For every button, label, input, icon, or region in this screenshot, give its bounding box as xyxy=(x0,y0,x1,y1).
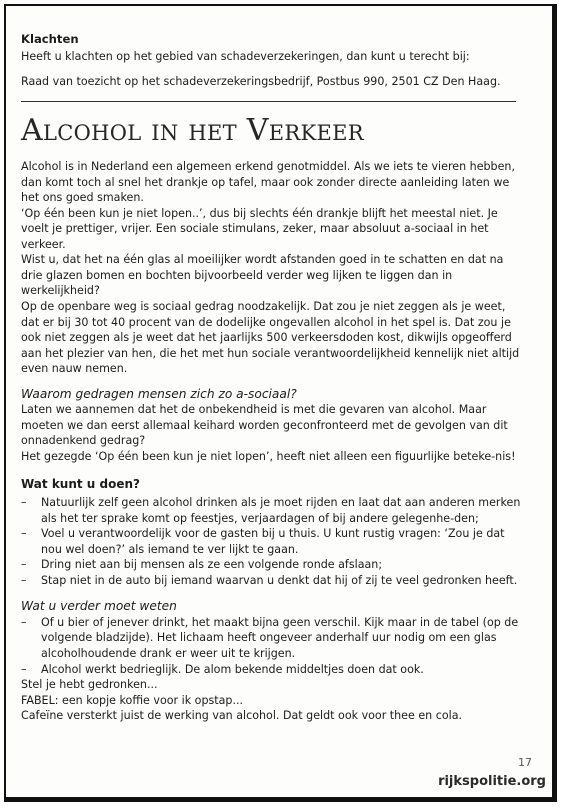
section-heading-why: Waarom gedragen mensen zich zo a-sociaal? xyxy=(21,386,297,401)
list-item xyxy=(21,615,521,662)
dash-bullet-icon: – xyxy=(21,573,27,587)
advice-list xyxy=(21,495,521,588)
page-title: Alcohol in het Verkeer xyxy=(21,113,364,149)
facts-list xyxy=(21,615,521,677)
klachten-address: Raad van toezicht op het schadeverzekeringsbedrijf, Postbus 990, 2501 CZ Den Haag. xyxy=(21,74,501,88)
intro-paragraph: Wist u, dat het na één glas al moeilijker wordt afstanden goed in te schatten en dat na drie glazen bomen en bochten bijvoorbeeld verder weg lijken te liggen dan in werkelijkheid? xyxy=(21,253,504,298)
section-heading-what-can-you-do: Wat kunt u doen? xyxy=(21,477,140,492)
list-item xyxy=(21,526,521,557)
klachten-heading: Klachten xyxy=(21,32,79,46)
klachten-text: Heeft u klachten op het gebied van schadeverzekeringen, dan kunt u terecht bij: xyxy=(21,50,470,63)
list-item-text: Alcohol werkt bedrieglijk. De alom bekende middeltjes doen dat ook. xyxy=(41,662,424,676)
dash-bullet-icon: – xyxy=(21,662,27,676)
section-heading-further: Wat u verder moet weten xyxy=(21,599,177,614)
dash-bullet-icon: – xyxy=(21,496,27,510)
dash-bullet-icon: – xyxy=(21,558,27,572)
intro-paragraph: ‘Op één been kun je niet lopen..’, dus bij slechts één drankje blijft het meestal niet. Je voelt je prettiger, vrijer. Een sociale stimulans, zeker, maar absoluut a-sociaal in het verkeer. xyxy=(21,206,498,251)
page-number: 17 xyxy=(518,756,532,769)
list-item-text: Of u bier of jenever drinkt, het maakt bijna geen verschil. Kijk maar in de tabel (op de volgende bladzijde). Het lichaam heeft ongeveer anderhalf uur nodig om een glas alcoholhoudende drank er weer uit te krijgen. xyxy=(41,615,519,660)
list-item-text: Natuurlijk zelf geen alcohol drinken als je moet rijden en laat dat aan anderen merken als het ter sprake komt op feestjes, verjaardagen of bij andere gelegenhe-den; xyxy=(41,496,521,525)
list-item-text: Stap niet in de auto bij iemand waarvan u denkt dat hij of zij te veel gedronken heeft. xyxy=(41,573,518,587)
intro-paragraph: Alcohol is in Nederland een algemeen erkend genotmiddel. Als we iets te vieren hebben, dan komt toch al snel het drankje op tafel, maar ook zonder directe aanleiding laten we het ons goed smaken. xyxy=(21,160,515,205)
watermark: rijkspolitie.org xyxy=(438,774,546,789)
dash-bullet-icon: – xyxy=(21,615,27,629)
list-item xyxy=(21,662,521,678)
closing-line: FABEL: een kopje koffie voor ik opstap... xyxy=(21,693,244,707)
list-item xyxy=(21,495,521,526)
list-item xyxy=(21,557,521,573)
intro-paragraph: Op de openbare weg is sociaal gedrag noodzakelijk. Dat zou je niet zeggen als je weet, dat er bij 30 tot 40 procent van de dodelijke ongevallen alcohol in het spel is. Dat zou je ook niet zeggen als je weet dat het jaarlijks 500 verkeersdoden kost, dikwijls opgeofferd aan het plezier van hen, die het met hun sociale verantwoordelijkheid kennelijk niet altijd even nauw nemen. xyxy=(21,300,520,376)
dash-bullet-icon: – xyxy=(21,527,27,541)
closing-line: Cafeïne versterkt juist de werking van alcohol. Dat geldt ook voor thee en cola. xyxy=(21,709,463,723)
section-divider xyxy=(21,101,516,102)
document-page xyxy=(4,4,557,802)
closing-line: Stel je hebt gedronken... xyxy=(21,678,158,692)
list-item xyxy=(21,573,521,589)
section-paragraph: Het gezegde ‘Op één been kun je niet lopen’, heeft niet alleen een figuurlijke beteke-nis! xyxy=(21,449,516,463)
section-paragraph: Laten we aannemen dat het de onbekendheid is met die gevaren van alcohol. Maar moeten we dan eerst allemaal keihard worden geconfronteerd met de gevolgen van dit onnadenkend gedrag? xyxy=(21,403,508,448)
page-content xyxy=(21,32,521,724)
list-item-text: Dring niet aan bij mensen als ze een volgende ronde afslaan; xyxy=(41,558,383,572)
list-item-text: Voel u verantwoordelijk voor de gasten bij u thuis. U kunt rustig vragen: ‘Zou je dat nou wel doen?’ als iemand te ver lijkt te gaan. xyxy=(41,527,505,556)
